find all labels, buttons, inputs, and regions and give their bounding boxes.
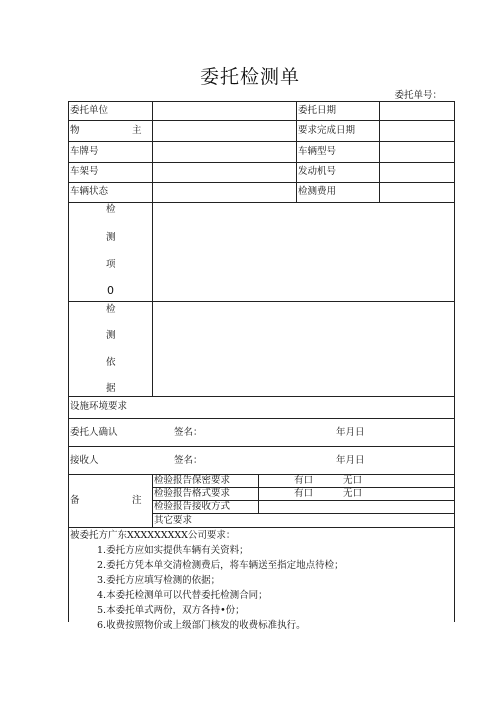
commission-date-label: 委托日期 [298, 105, 337, 116]
engine-number-label: 发动机号 [298, 166, 337, 177]
confidentiality-no-option[interactable]: 无口 [343, 475, 363, 486]
note-item: 4.本委托检测单可以代替委托检测合同； [97, 590, 268, 601]
table-line [152, 474, 153, 527]
notes-header: 被委托方广东XXXXXXXXX公司要求： [70, 530, 236, 541]
vehicle-model-label: 车辆型号 [298, 146, 337, 157]
table-line [152, 513, 454, 514]
page-title: 委托检测单 [199, 66, 300, 88]
note-item: 2.委托方凭本单交清检测费后，将车辆送至指定地点待检； [97, 560, 344, 571]
receiver-sign: 签名： [174, 455, 203, 466]
test-basis-label-char: 检 [106, 304, 116, 315]
table-line [68, 446, 454, 447]
client-confirm-date: 年月日 [336, 427, 365, 438]
test-basis-label-char: 测 [106, 330, 116, 341]
confidentiality-yes-option[interactable]: 有口 [294, 475, 314, 486]
test-items-suffix: 0 [107, 284, 114, 297]
table-line [454, 101, 455, 622]
test-items-label-char: 测 [106, 232, 116, 243]
receiver-label: 接收人 [70, 455, 99, 466]
table-line [68, 301, 454, 302]
format-no-option[interactable]: 无口 [343, 488, 363, 499]
vehicle-status-label: 车辆状态 [70, 186, 109, 197]
test-basis-label-char: 依 [106, 357, 116, 368]
report-format-label: 检验报告格式要求 [154, 488, 231, 499]
table-line [68, 141, 454, 142]
frame-number-label: 车架号 [70, 166, 99, 177]
remarks-label-char1: 备 [70, 495, 80, 506]
report-receipt-label: 检验报告接收方式 [154, 501, 231, 512]
table-line [68, 162, 454, 163]
table-line [68, 418, 454, 419]
table-line [68, 101, 454, 102]
test-fee-label: 检测费用 [298, 186, 337, 197]
table-line [68, 120, 454, 121]
doc-number-label: 委托单号： [394, 90, 442, 101]
table-line [68, 474, 454, 475]
table-line [68, 101, 69, 622]
vehicle-owner-label-char1: 物 [70, 125, 80, 136]
required-completion-date-label: 要求完成日期 [298, 125, 356, 136]
facility-requirements-label: 设施环境要求 [70, 401, 128, 412]
table-line [68, 396, 454, 397]
vehicle-owner-label-char2: 主 [132, 125, 142, 136]
note-clip [97, 614, 454, 631]
table-line [296, 101, 297, 202]
receiver-date: 年月日 [336, 455, 365, 466]
note-item: 1.委托方应如实提供车辆有关资料； [97, 545, 249, 556]
plate-number-label: 车牌号 [70, 146, 99, 157]
table-line [379, 101, 380, 202]
format-yes-option[interactable]: 有口 [294, 488, 314, 499]
table-line [68, 182, 454, 183]
table-line [68, 202, 454, 203]
report-confidentiality-label: 检验报告保密要求 [154, 475, 231, 486]
note-item: 3.委托方应填写检测的依据； [97, 575, 221, 586]
table-line [152, 101, 153, 396]
test-basis-label-char: 据 [106, 383, 116, 394]
table-line [68, 527, 454, 528]
other-requirements-label: 其它要求 [154, 515, 193, 526]
note-item: 5.本委托单式两份，双方各持•份； [97, 605, 245, 616]
client-confirm-label: 委托人确认 [70, 427, 118, 438]
test-items-label-char: 项 [106, 259, 116, 270]
client-label: 委托单位 [70, 105, 109, 116]
test-items-label-char: 检 [106, 204, 116, 215]
client-confirm-sign: 签名： [174, 427, 203, 438]
note-item: 6.收费按照物价或上级部门核发的收费标准执行。 [97, 620, 306, 631]
table-line [258, 474, 259, 513]
remarks-label-char2: 注 [132, 495, 142, 506]
